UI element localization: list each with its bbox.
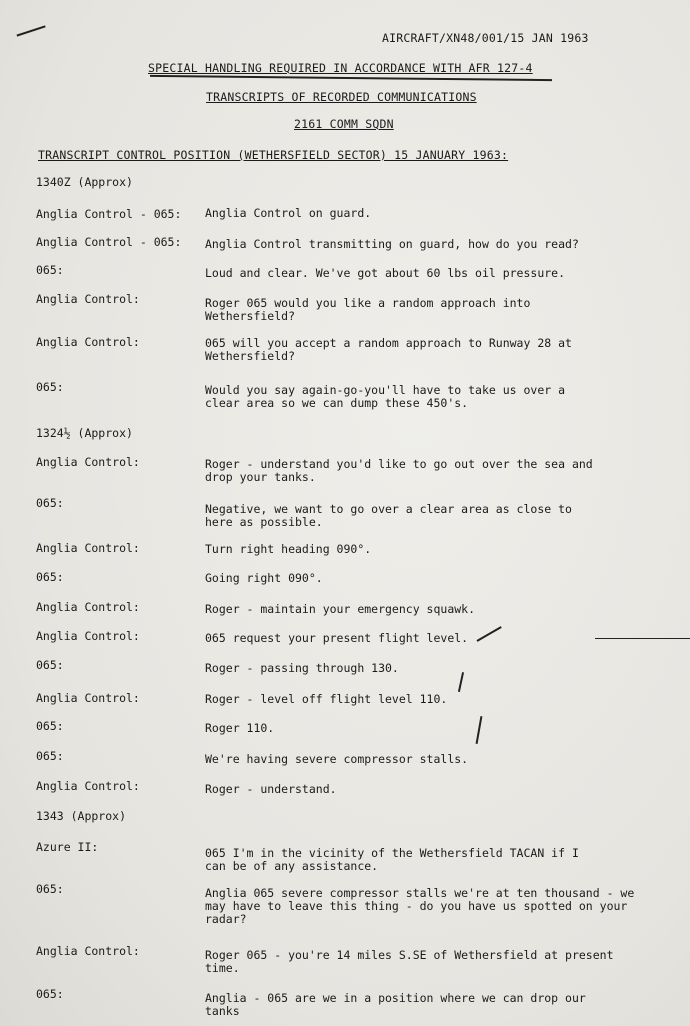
time-stamp: 1340Z (Approx)	[36, 175, 133, 189]
message: Roger 065 would you like a random approach into Wethersfield?	[205, 296, 531, 323]
speaker: Anglia Control:	[36, 541, 140, 555]
speaker: 065:	[36, 882, 64, 896]
speaker: Anglia Control:	[36, 779, 140, 793]
message: 065 request your present flight level.	[205, 631, 469, 645]
message: Going right 090°.	[205, 571, 323, 585]
message: Roger 110.	[205, 721, 275, 735]
message: Roger - understand.	[205, 782, 337, 796]
message: We're having severe compressor stalls.	[205, 752, 469, 766]
pencil-mark	[458, 672, 464, 692]
document-reference: AIRCRAFT/XN48/001/15 JAN 1963	[382, 31, 589, 45]
speaker: Anglia Control - 065:	[36, 235, 182, 249]
transcript-position: TRANSCRIPT CONTROL POSITION (WETHERSFIELD SECTOR) 15 JANUARY 1963:	[38, 148, 509, 162]
message: 065 will you accept a random approach to Runway 28 at Wethersfield?	[205, 336, 572, 363]
speaker: 065:	[36, 987, 64, 1001]
message: Anglia 065 severe compressor stalls we're at ten thousand - we may have to leave this thing - do you have us spotted on your radar?	[205, 886, 635, 926]
speaker: 065:	[36, 496, 64, 510]
message: 065 I'm in the vicinity of the Wethersfield TACAN if I can be of any assistance.	[205, 846, 579, 873]
message: Roger 065 - you're 14 miles S.SE of Wethersfield at present time.	[205, 948, 614, 975]
speaker: Anglia Control:	[36, 944, 140, 958]
message: Roger - maintain your emergency squawk.	[205, 602, 476, 616]
speaker: Anglia Control:	[36, 691, 140, 705]
speaker: Azure II:	[36, 840, 99, 854]
speaker: Anglia Control:	[36, 600, 140, 614]
document-title: TRANSCRIPTS OF RECORDED COMMUNICATIONS	[206, 90, 477, 104]
speaker: 065:	[36, 263, 64, 277]
time-stamp: 1343 (Approx)	[36, 809, 127, 823]
message: Roger - passing through 130.	[205, 661, 399, 675]
speaker: 065:	[36, 570, 64, 584]
speaker: Anglia Control:	[36, 455, 140, 469]
pencil-mark	[595, 638, 690, 639]
speaker: 065:	[36, 380, 64, 394]
time-stamp: 1324½ (Approx)	[36, 426, 133, 440]
speaker: 065:	[36, 658, 64, 672]
message: Negative, we want to go over a clear area as close to here as possible.	[205, 502, 572, 529]
message: Loud and clear. We've got about 60 lbs oil pressure.	[205, 266, 566, 280]
unit-name: 2161 COMM SQDN	[294, 117, 394, 131]
speaker: Anglia Control:	[36, 335, 140, 349]
message: Roger - level off flight level 110.	[205, 692, 448, 706]
speaker: Anglia Control - 065:	[36, 207, 182, 221]
speaker: 065:	[36, 719, 64, 733]
message: Anglia Control on guard.	[205, 206, 372, 220]
message: Turn right heading 090°.	[205, 542, 372, 556]
message: Would you say again-go-you'll have to take us over a clear area so we can dump these 450's.	[205, 383, 566, 410]
pencil-mark	[17, 25, 46, 36]
handling-notice: SPECIAL HANDLING REQUIRED IN ACCORDANCE WITH AFR 127-4	[148, 61, 533, 75]
speaker: Anglia Control:	[36, 629, 140, 643]
message: Anglia - 065 are we in a position where we can drop our tanks	[205, 991, 586, 1018]
message: Roger - understand you'd like to go out over the sea and drop your tanks.	[205, 457, 593, 484]
handwritten-underline	[150, 75, 552, 81]
speaker: Anglia Control:	[36, 292, 140, 306]
speaker: 065:	[36, 749, 64, 763]
message: Anglia Control transmitting on guard, how do you read?	[205, 237, 579, 251]
